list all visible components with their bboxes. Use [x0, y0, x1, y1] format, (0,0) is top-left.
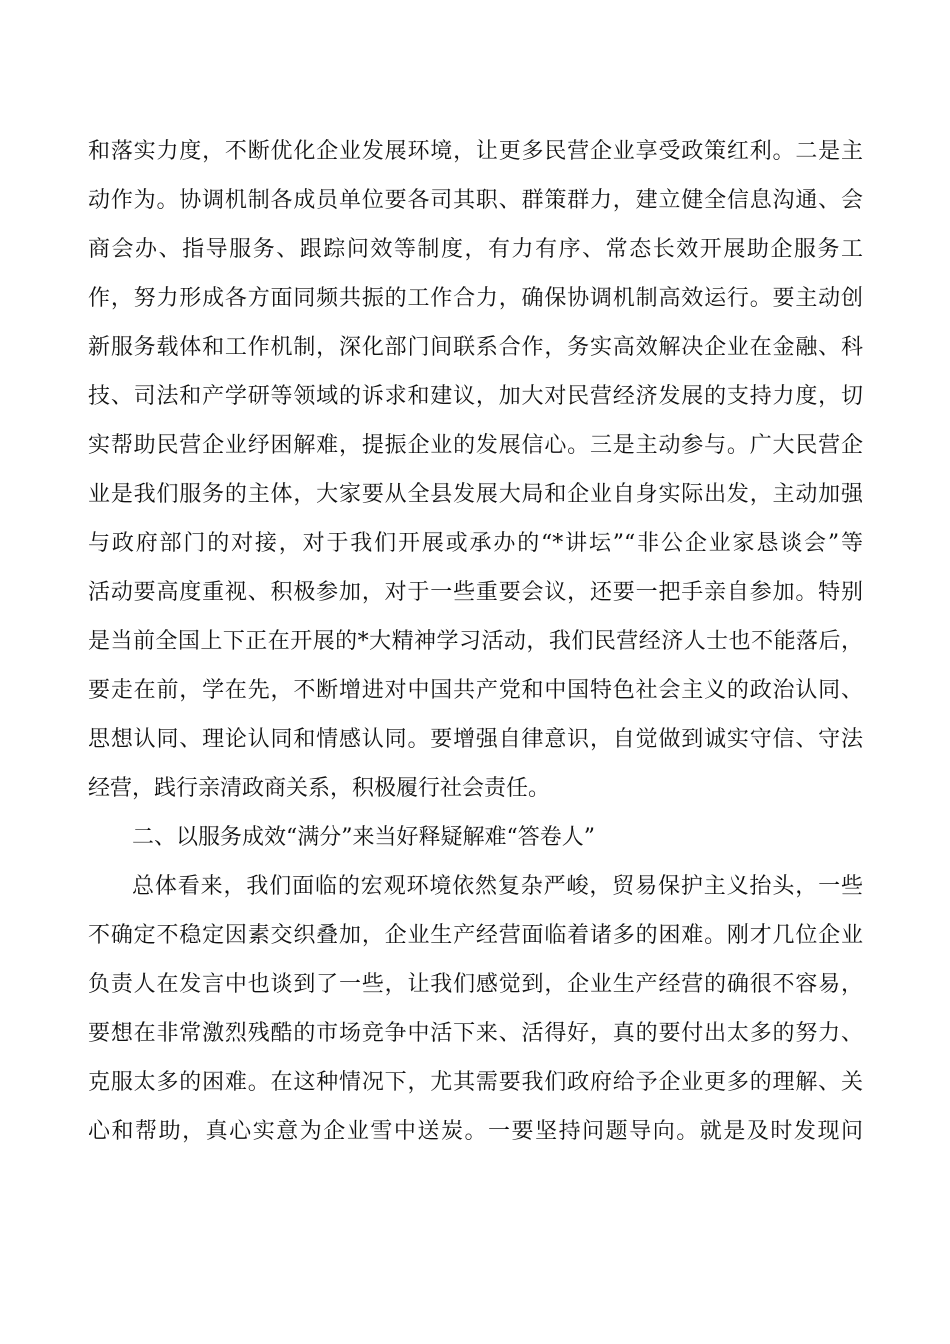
- paragraph-line: 思想认同、理论认同和情感认同。要增强自律意识，自觉做到诚实守信、守法: [88, 727, 863, 752]
- paragraph-line: 经营，践行亲清政商关系，积极履行社会责任。: [88, 776, 551, 801]
- paragraph-line: 要走在前，学在先，不断增进对中国共产党和中国特色社会主义的政治认同、: [88, 678, 863, 703]
- paragraph-line: 动作为。协调机制各成员单位要各司其职、群策群力，建立健全信息沟通、会: [88, 188, 863, 213]
- paragraph-line: 实帮助民营企业纾困解难，提振企业的发展信心。三是主动参与。广大民营企: [88, 433, 863, 458]
- section-heading: 二、以服务成效“满分”来当好释疑解难“答卷人”: [132, 825, 595, 850]
- paragraph-line: 心和帮助，真心实意为企业雪中送炭。一要坚持问题导向。就是及时发现问: [88, 1119, 863, 1144]
- paragraph-line: 总体看来，我们面临的宏观环境依然复杂严峻，贸易保护主义抬头，一些: [132, 874, 863, 899]
- paragraph-line: 要想在非常激烈残酷的市场竞争中活下来、活得好，真的要付出太多的努力、: [88, 1021, 863, 1046]
- paragraph-line: 技、司法和产学研等领域的诉求和建议，加大对民营经济发展的支持力度，切: [88, 384, 863, 409]
- paragraph-line: 新服务载体和工作机制，深化部门间联系合作，务实高效解决企业在金融、科: [88, 335, 863, 360]
- paragraph-line: 业是我们服务的主体，大家要从全县发展大局和企业自身实际出发，主动加强: [88, 482, 863, 507]
- paragraph-line: 活动要高度重视、积极参加，对于一些重要会议，还要一把手亲自参加。特别: [88, 580, 863, 605]
- paragraph-line: 负责人在发言中也谈到了一些，让我们感觉到，企业生产经营的确很不容易，: [88, 972, 863, 997]
- paragraph-line: 商会办、指导服务、跟踪问效等制度，有力有序、常态长效开展助企服务工: [88, 237, 863, 262]
- paragraph-line: 不确定不稳定因素交织叠加，企业生产经营面临着诸多的困难。刚才几位企业: [88, 923, 863, 948]
- paragraph-line: 与政府部门的对接，对于我们开展或承办的“*讲坛”“非公企业家恳谈会”等: [88, 531, 863, 556]
- paragraph-line: 作，努力形成各方面同频共振的工作合力，确保协调机制高效运行。要主动创: [88, 286, 863, 311]
- paragraph-line: 和落实力度，不断优化企业发展环境，让更多民营企业享受政策红利。二是主: [88, 139, 863, 164]
- paragraph-line: 是当前全国上下正在开展的*大精神学习活动，我们民营经济人士也不能落后，: [88, 629, 863, 654]
- paragraph-line: 克服太多的困难。在这种情况下，尤其需要我们政府给予企业更多的理解、关: [88, 1070, 863, 1095]
